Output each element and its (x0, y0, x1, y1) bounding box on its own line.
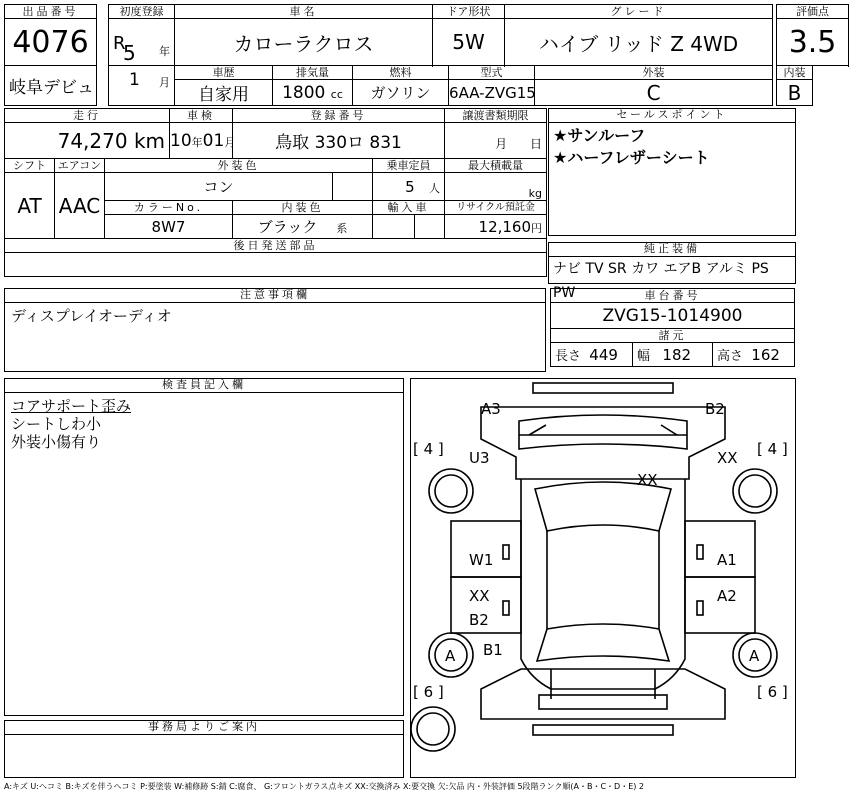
capacity-unit: 人 (429, 181, 441, 195)
recycle-value: 12,160 (478, 217, 532, 236)
maxload-unit: kg (445, 173, 547, 201)
windshield-outline (535, 482, 671, 531)
shift-value: AT (5, 173, 55, 239)
notes-value: ディスプレイオーディオ (11, 307, 172, 325)
ext-color-label: 外装色 (105, 159, 373, 173)
chassis-label: 車台番号 (551, 289, 795, 303)
fuel-value: ガソリン (353, 80, 449, 106)
score-label: 評価点 (777, 5, 849, 19)
history-label: 車歴 (175, 66, 273, 80)
shift-label: シフト (5, 159, 55, 173)
equipment-label: 純正装備 (549, 243, 795, 257)
length-label: 長さ (555, 349, 582, 364)
model-label: 型式 (449, 66, 535, 80)
model-value: 6AA-ZVG15 (449, 80, 535, 106)
office-box (4, 720, 404, 778)
first-reg-year (109, 19, 175, 66)
fuel-label: 燃料 (353, 66, 449, 80)
rear-window-outline (537, 624, 669, 661)
maxload-label: 最大積載量 (445, 159, 547, 173)
capacity-value: 5 (405, 177, 415, 196)
width (633, 343, 713, 367)
grade-value: ハイブ リッド Z 4WD (505, 19, 773, 66)
inspection-month: 01 (202, 130, 225, 151)
mark-a-left-wheel: A (445, 647, 456, 665)
int-color-unit: 系 (336, 222, 348, 235)
chassis-table (550, 288, 795, 367)
inspection-month-unit: 月 (224, 135, 236, 149)
inspection-year-unit: 年 (191, 135, 203, 149)
ac-label: エアコン (55, 159, 105, 173)
grade-label: グレード (505, 5, 773, 19)
int-color-value: ブラック (257, 218, 318, 236)
front-bumper-outline (533, 383, 673, 393)
mark-a3: A3 (481, 400, 501, 418)
displacement (273, 80, 353, 106)
front-body-outline (481, 407, 725, 479)
inspection (170, 123, 236, 159)
width-label: 幅 (637, 349, 651, 364)
mark-bracket-right-front: [ 4 ] (757, 440, 788, 458)
score-value: 3.5 (777, 19, 849, 66)
import-label: 輸入車 (373, 201, 445, 215)
mark-xx-right: XX (717, 449, 738, 467)
office-label: 事務局よりご案内 (5, 721, 403, 735)
capacity-label: 乗車定員 (373, 159, 445, 173)
sales-points-box (548, 108, 796, 236)
mark-a2: A2 (717, 587, 737, 605)
vehicle-detail-table (4, 108, 547, 277)
inspector-box (4, 378, 404, 716)
mileage-value: 74,270 (57, 128, 128, 153)
ac-value: AAC (55, 173, 105, 239)
height-label: 高さ (717, 349, 744, 364)
mark-b2-left: B2 (469, 611, 489, 629)
mark-bracket-left-rear: [ 6 ] (413, 683, 444, 701)
mark-xx-left-rear: XX (469, 587, 490, 605)
first-reg-label: 初度登録 (109, 5, 175, 19)
recycle (445, 215, 547, 239)
sales-points-label: セールスポイント (549, 109, 795, 123)
main-body-outline (521, 479, 685, 689)
exterior-value: C (535, 80, 773, 106)
ext-color-value: コン (105, 173, 333, 201)
car-name-label: 車名 (175, 5, 433, 19)
mileage (5, 123, 170, 159)
interior-value: B (777, 80, 813, 106)
era: R (113, 33, 126, 54)
equipment-value: ナビ TV SR カワ エアB アルミ PS PW (553, 261, 769, 301)
mark-w1: W1 (469, 551, 494, 569)
length-value: 449 (589, 346, 618, 364)
month-unit: 月 (159, 76, 170, 89)
sales-point-item: ★ハーフレザーシート (553, 148, 710, 167)
length (551, 343, 633, 367)
reg-label: 登録番号 (233, 109, 445, 123)
hood-outline (519, 415, 687, 449)
inspector-lines (5, 393, 403, 451)
later-value (5, 253, 547, 277)
interior-label: 内装 (777, 66, 813, 80)
right-rear-door (685, 577, 755, 633)
mileage-unit: km (133, 128, 166, 153)
mark-a1: A1 (717, 551, 737, 569)
inspection-year: 10 (170, 130, 192, 151)
year-unit: 年 (159, 45, 170, 58)
later-label: 後日発送部品 (5, 239, 547, 253)
history-value: 自家用 (175, 80, 273, 106)
recycle-unit: 円 (531, 221, 543, 235)
transfer-label: 譲渡書類期限 (445, 109, 547, 123)
chassis-value: ZVG15-1014900 (551, 303, 795, 329)
header-table (4, 4, 849, 106)
car-diagram (410, 378, 796, 778)
door-value: 5W (433, 19, 505, 66)
sales-points-list (549, 123, 795, 171)
color-no-label: カラーNo. (105, 201, 233, 215)
capacity (373, 173, 445, 201)
transfer-date (445, 123, 547, 159)
displacement-value: 1800 (282, 82, 326, 103)
notes-label: 注意事項欄 (5, 289, 545, 303)
car-diagram-svg (411, 379, 795, 777)
year-value: 5 (123, 41, 136, 65)
transfer-day-unit: 日 (530, 137, 543, 151)
height-value: 162 (751, 346, 780, 364)
inspector-line: 外装小傷有り (11, 433, 102, 451)
inspection-label: 車検 (170, 109, 233, 123)
car-name: カローラクロス (175, 19, 433, 66)
door-label: ドア形状 (433, 5, 505, 19)
mark-a-right-wheel: A (749, 647, 760, 665)
mileage-label: 走行 (5, 109, 170, 123)
lot-label: 出品番号 (5, 5, 97, 19)
int-color (233, 215, 373, 239)
mark-u3: U3 (469, 449, 490, 467)
displacement-label: 排気量 (273, 66, 353, 80)
inspector-line: シートしわ小 (11, 415, 102, 433)
notes-box (4, 288, 546, 372)
lot-value: 4076 (5, 19, 97, 66)
first-reg-month (109, 66, 175, 106)
mark-bracket-right-rear: [ 6 ] (757, 683, 788, 701)
legend: A:キズ U:ヘコミ B:キズを伴うヘコミ P:要塗装 W:補修跡 S:錆 C:腐食、 G:フロントガラス点キズ XX:交換済み X:要交換 欠:欠品 内・外装評価 5段階ランク順(A・B・C・D・E) 2 (4, 782, 645, 791)
rear-body-outline (481, 669, 725, 719)
rear-bumper-outline (533, 725, 673, 735)
mark-b1: B1 (483, 641, 503, 659)
height (713, 343, 795, 367)
mark-xx-roof: XX (637, 471, 658, 489)
recycle-label: リサイクル預託金 (445, 201, 547, 215)
month-value: 1 (129, 70, 140, 90)
int-color-label: 内装色 (233, 201, 373, 215)
reg-value: 鳥取 330ロ 831 (233, 123, 445, 159)
venue: 岐阜デビュ (5, 66, 97, 106)
sales-point-item: ★サンルーフ (553, 126, 646, 145)
mark-bracket-left-front: [ 4 ] (413, 440, 444, 458)
width-value: 182 (662, 346, 692, 364)
mark-b2-top: B2 (705, 400, 725, 418)
exterior-label: 外装 (535, 66, 773, 80)
displacement-unit: cc (330, 87, 343, 101)
color-no-value: 8W7 (105, 215, 233, 239)
inspector-line: コアサポート歪み (11, 397, 132, 415)
inspector-label: 検査員記入欄 (5, 379, 403, 393)
transfer-month-unit: 月 (495, 137, 508, 151)
rear-lamp-outline (539, 695, 667, 709)
dims-label: 諸元 (551, 329, 795, 343)
